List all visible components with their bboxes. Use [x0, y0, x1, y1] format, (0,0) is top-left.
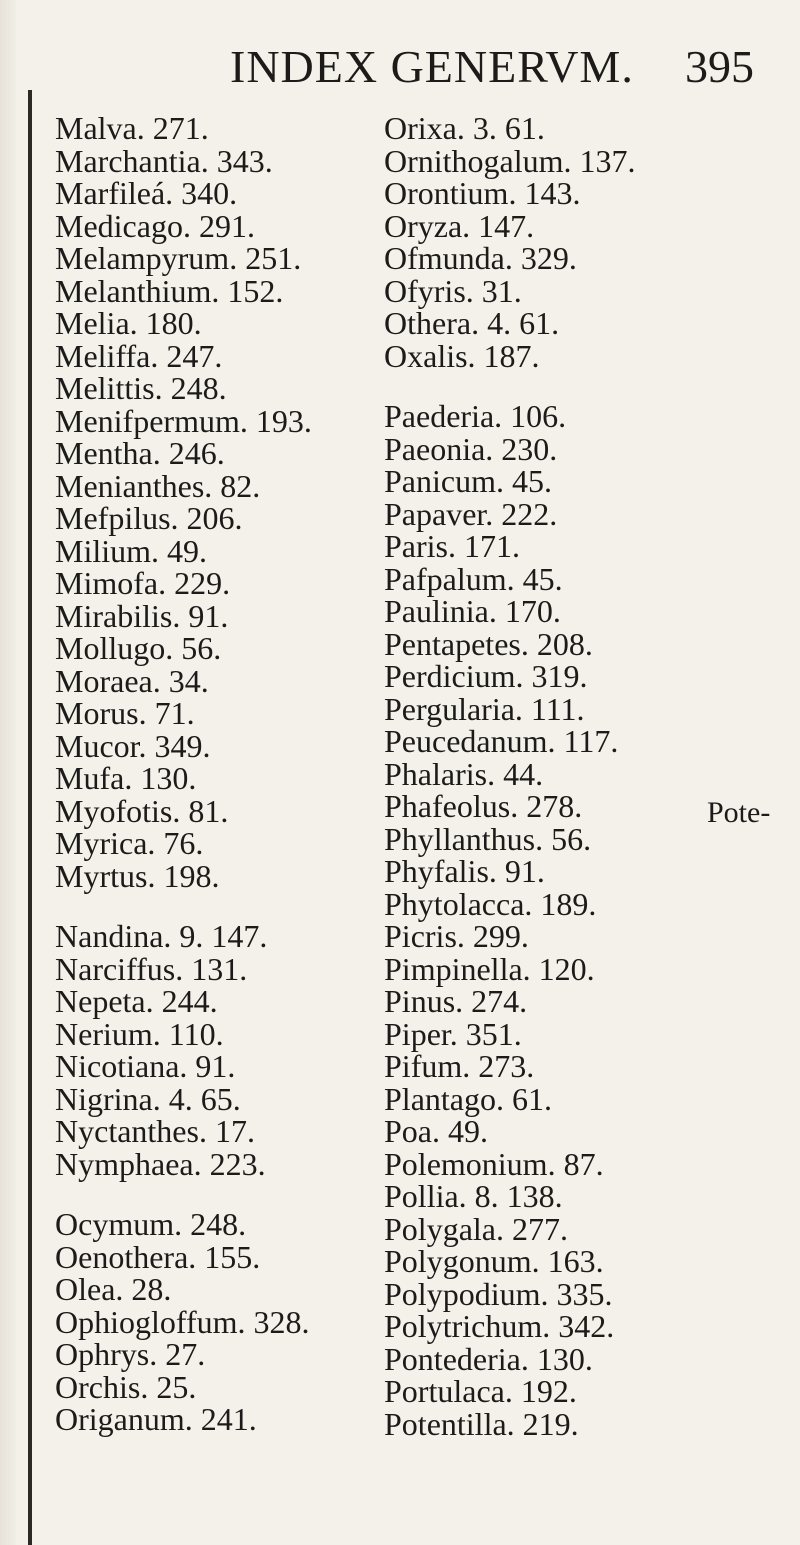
binding-shadow-line: [28, 90, 32, 1545]
index-entry: Polytrichum. 342.: [384, 1308, 615, 1344]
index-entry: Orixa. 3. 61.: [384, 110, 545, 146]
index-entry: Ocymum. 248.: [55, 1206, 247, 1242]
index-entry: Milium. 49.: [55, 532, 208, 569]
index-entry: Myofotis. 81.: [55, 792, 229, 829]
index-entry: Medicago. 291.: [55, 207, 255, 244]
index-entry: Pinus. 274.: [384, 983, 528, 1019]
index-entry: Nerium. 110.: [55, 1015, 224, 1052]
index-letter-group: [55, 1208, 385, 1436]
index-entry: Ofyris. 31.: [384, 272, 522, 309]
index-entry: Menianthes. 82.: [55, 467, 261, 504]
index-letter-group: [55, 920, 385, 1180]
index-entry: Ornithogalum. 137.: [384, 142, 636, 179]
index-entry: Paulinia. 170.: [384, 593, 561, 629]
index-entry: Mirabilis. 91.: [55, 597, 229, 634]
index-entry: Narciffus. 131.: [55, 950, 248, 987]
index-entry: Paeonia. 230.: [384, 430, 558, 467]
index-entry: Mucor. 349.: [55, 727, 211, 764]
index-entry: Paris. 171.: [384, 528, 520, 564]
index-letter-group: [384, 400, 704, 1440]
index-entry: Phalaris. 44.: [384, 755, 544, 792]
index-entry: Melia. 180.: [55, 305, 202, 341]
index-entry: Pimpinella. 120.: [384, 950, 595, 987]
index-entry: Paederia. 106.: [384, 398, 567, 434]
index-entry: Ofmunda. 329.: [384, 240, 577, 276]
left-index-column: [55, 112, 385, 1436]
index-entry: Mollugo. 56.: [55, 630, 222, 666]
index-entry: Pontederia. 130.: [384, 1340, 593, 1377]
running-title: INDEX GENERVM.: [230, 41, 634, 92]
index-entry: Pollia. 8. 138.: [384, 1178, 563, 1214]
index-entry: Panicum. 45.: [384, 463, 552, 499]
page-number: 395: [685, 41, 754, 92]
index-entry: Pentapetes. 208.: [384, 625, 593, 662]
group-separator: [55, 892, 385, 920]
index-entry: Phyfalis. 91.: [384, 853, 545, 889]
index-entry: Oxalis. 187.: [384, 337, 540, 374]
index-entry: Melampyrum. 251.: [55, 240, 302, 276]
index-entry: Portulaca. 192.: [384, 1373, 577, 1409]
index-entry: Plantago. 61.: [384, 1080, 552, 1117]
page-binding-edge: [0, 0, 16, 1545]
index-entry: Ophrys. 27.: [55, 1336, 206, 1372]
index-entry: Pergularia. 111.: [384, 690, 585, 727]
index-entry: Pifum. 273.: [384, 1048, 535, 1084]
page-header: [0, 40, 800, 100]
index-entry: Morus. 71.: [55, 695, 195, 731]
index-entry: Polygala. 277.: [384, 1210, 568, 1247]
index-entry: Mufa. 130.: [55, 760, 197, 796]
index-entry: Othera. 4. 61.: [384, 305, 560, 341]
index-entry: Ophiogloffum. 328.: [55, 1303, 310, 1340]
index-entry: Perdicium. 319.: [384, 658, 588, 694]
index-entry: Oenothera. 155.: [55, 1238, 261, 1275]
index-entry: Nigrina. 4. 65.: [55, 1080, 241, 1117]
group-separator: [384, 372, 704, 400]
index-entry: Myrtus. 198.: [55, 857, 220, 894]
index-entry: Nymphaea. 223.: [55, 1145, 266, 1182]
index-entry: Phytolacca. 189.: [384, 885, 597, 922]
index-entry: Potentilla. 219.: [384, 1405, 579, 1442]
index-entry: Malva. 271.: [55, 110, 209, 146]
index-entry: Myrica. 76.: [55, 825, 204, 861]
index-letter-group: [55, 112, 385, 892]
index-entry: Nicotiana. 91.: [55, 1048, 236, 1084]
index-entry: Mentha. 246.: [55, 435, 225, 471]
index-entry: Marchantia. 343.: [55, 142, 273, 179]
index-entry: Nyctanthes. 17.: [55, 1113, 255, 1149]
index-entry: Mefpilus. 206.: [55, 500, 243, 536]
index-entry: Mimofa. 229.: [55, 565, 231, 601]
index-entry: Phyllanthus. 56.: [384, 820, 592, 857]
index-entry: Poa. 49.: [384, 1113, 488, 1149]
index-entry: Nepeta. 244.: [55, 983, 218, 1019]
index-entry: Phafeolus. 278.: [384, 788, 583, 824]
catchword: Pote-: [707, 796, 771, 829]
index-entry: Orontium. 143.: [384, 175, 581, 211]
right-index-column: [384, 112, 704, 1440]
index-entry: Moraea. 34.: [55, 662, 209, 699]
group-separator: [55, 1180, 385, 1208]
index-entry: Pafpalum. 45.: [384, 560, 563, 597]
index-entry: Picris. 299.: [384, 918, 529, 954]
index-entry: Marfileá. 340.: [55, 175, 238, 211]
index-entry: Peucedanum. 117.: [384, 723, 619, 759]
index-entry: Origanum. 241.: [55, 1401, 257, 1437]
index-entry: Orchis. 25.: [55, 1368, 197, 1405]
index-entry: Polemonium. 87.: [384, 1145, 604, 1182]
index-entry: Olea. 28.: [55, 1271, 172, 1307]
index-entry: Nandina. 9. 147.: [55, 918, 268, 954]
index-entry: Meliffa. 247.: [55, 337, 223, 374]
index-entry: Melittis. 248.: [55, 370, 227, 406]
index-entry: Papaver. 222.: [384, 495, 558, 532]
index-entry: Melanthium. 152.: [55, 272, 284, 309]
index-entry: Polygonum. 163.: [384, 1243, 604, 1279]
index-letter-group: [384, 112, 704, 372]
index-entry: Menifpermum. 193.: [55, 402, 312, 439]
index-entry: Polypodium. 335.: [384, 1275, 613, 1312]
index-entry: Piper. 351.: [384, 1015, 522, 1052]
index-entry: Oryza. 147.: [384, 207, 535, 244]
